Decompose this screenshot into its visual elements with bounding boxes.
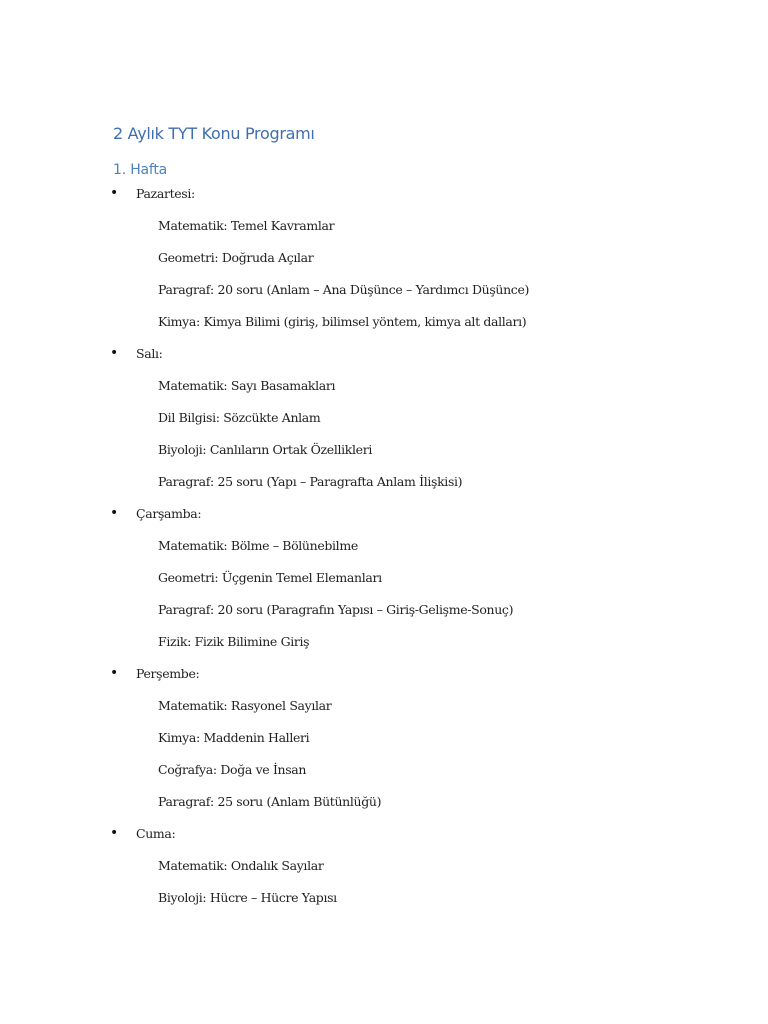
bullet-icon: • (110, 825, 119, 841)
subject-line: Matematik: Bölme – Bölünebilme (158, 538, 358, 553)
subject-line: Geometri: Doğruda Açılar (158, 250, 314, 265)
subject-line: Coğrafya: Doğa ve İnsan (158, 762, 307, 777)
subject-line: Paragraf: 20 soru (Paragrafın Yapısı – Giriş-Gelişme-Sonuç) (158, 602, 514, 617)
bullet-icon: • (110, 185, 119, 201)
subject-line: Paragraf: 25 soru (Yapı – Paragrafta Anlam İlişkisi) (158, 474, 463, 489)
day-label: Pazartesi: (136, 186, 195, 201)
subject-line: Paragraf: 20 soru (Anlam – Ana Düşünce – Yardımcı Düşünce) (158, 282, 530, 297)
week-heading: 1. Hafta (113, 162, 168, 178)
subject-line: Dil Bilgisi: Sözcükte Anlam (158, 410, 321, 425)
subject-line: Geometri: Üçgenin Temel Elemanları (158, 570, 382, 585)
subject-line: Fizik: Fizik Bilimine Giriş (158, 634, 310, 649)
subject-line: Matematik: Ondalık Sayılar (158, 858, 324, 873)
subject-line: Matematik: Rasyonel Sayılar (158, 698, 332, 713)
day-label: Perşembe: (136, 666, 200, 681)
day-label: Salı: (136, 346, 163, 361)
subject-line: Kimya: Maddenin Halleri (158, 730, 310, 745)
subject-line: Biyoloji: Hücre – Hücre Yapısı (158, 890, 337, 905)
subject-line: Paragraf: 25 soru (Anlam Bütünlüğü) (158, 794, 382, 809)
subject-line: Biyoloji: Canlıların Ortak Özellikleri (158, 442, 372, 457)
day-label: Cuma: (136, 826, 176, 841)
bullet-icon: • (110, 505, 119, 521)
bullet-icon: • (110, 665, 119, 681)
bullet-icon: • (110, 345, 119, 361)
subject-line: Kimya: Kimya Bilimi (giriş, bilimsel yöntem, kimya alt dalları) (158, 314, 527, 329)
subject-line: Matematik: Sayı Basamakları (158, 378, 336, 393)
day-label: Çarşamba: (136, 506, 202, 521)
document-title: 2 Aylık TYT Konu Programı (113, 124, 315, 143)
subject-line: Matematik: Temel Kavramlar (158, 218, 335, 233)
